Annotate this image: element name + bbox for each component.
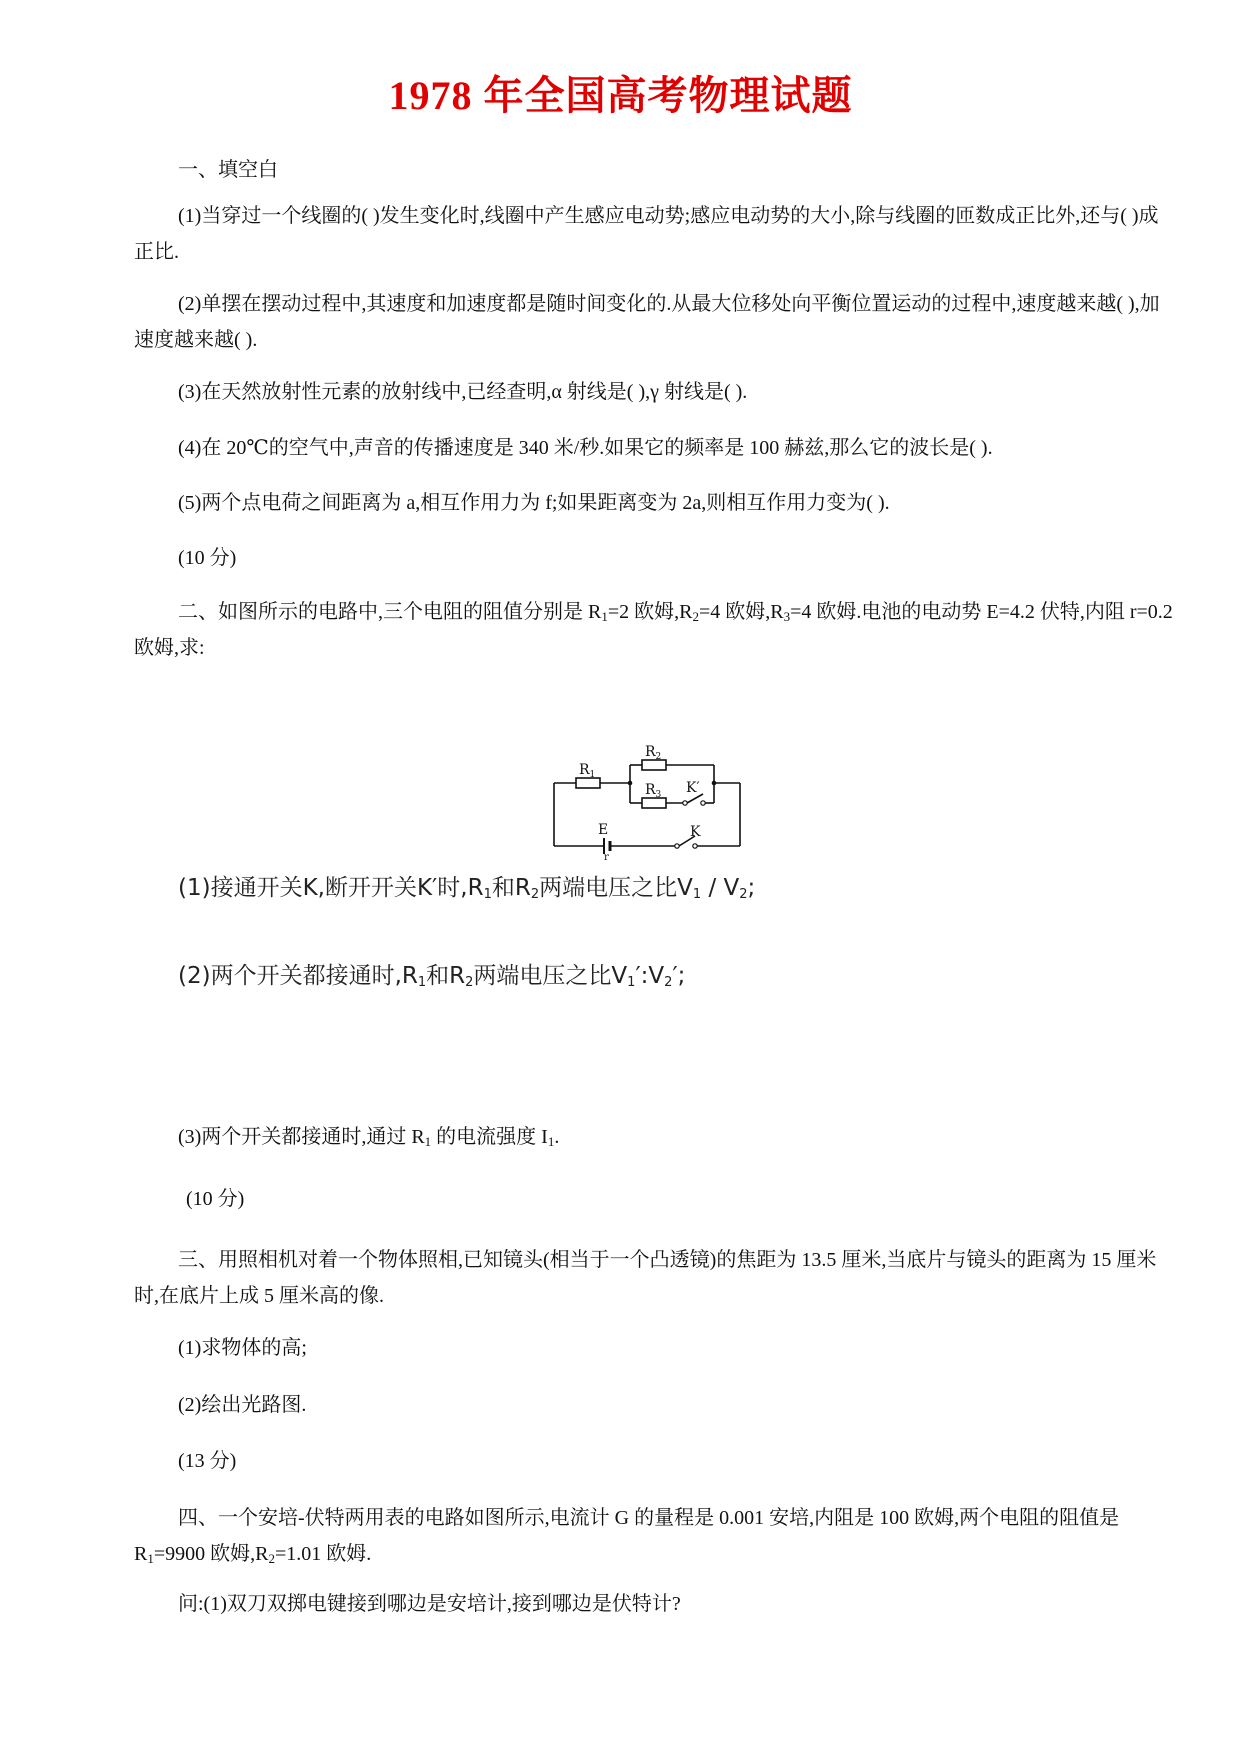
junction-right <box>712 781 717 786</box>
section2-intro <box>134 594 1174 666</box>
q3-text-a: (3)两个开关都接通时,通过 R <box>178 1126 425 1148</box>
q1-text-c: 两端电压之比V <box>539 875 693 901</box>
q2-r1-sub: 1 <box>417 975 427 990</box>
label-r2: $R_2$ <box>645 744 662 762</box>
q2-text-d: ′:V <box>635 963 665 989</box>
switch-k-contact-a <box>675 844 679 848</box>
label-r3: $R_3$ <box>645 782 662 800</box>
section4-intro <box>134 1500 1174 1572</box>
resistor-r2 <box>642 760 666 770</box>
q2-r2-sub: 2 <box>465 975 474 990</box>
q1-v2-sub: 2 <box>739 887 748 902</box>
section4-question-1: 问:(1)双刀双掷电键接到哪边是安培计,接到哪边是伏特计? <box>178 1593 681 1615</box>
section4-intro-c: =1.01 欧姆. <box>274 1543 372 1565</box>
section4-intro-b: =9900 欧姆,R <box>153 1543 269 1565</box>
switch-k-contact-b <box>693 844 697 848</box>
section1-question-4: (4)在 20℃的空气中,声音的传播速度是 340 米/秒.如果它的频率是 100 赫兹,那么它的波长是( ). <box>178 437 993 459</box>
section1-question-3: (3)在天然放射性元素的放射线中,已经查明,α 射线是( ),γ 射线是( ). <box>178 381 748 403</box>
switch-k-prime-contact-a <box>683 801 687 805</box>
section2-question-3 <box>134 1119 1174 1155</box>
section1-question-2: (2)单摆在摆动过程中,其速度和加速度都是随时间变化的.从最大位移处向平衡位置运动的过程中,速度越来越( ),加速度越来越( ). <box>134 293 1160 351</box>
r2-subscript: 2 <box>692 609 699 624</box>
q1-text-e: ; <box>747 875 756 901</box>
r3-subscript: 3 <box>783 609 791 624</box>
q3-text-b: 的电流强度 I <box>431 1126 548 1148</box>
circuit-svg <box>548 730 768 860</box>
label-r-internal: r <box>604 852 609 860</box>
q2-text-b: 和R <box>426 963 466 989</box>
section2-question-1 <box>178 870 1218 906</box>
label-r1: $R_1$ <box>579 762 596 780</box>
label-k: K <box>690 824 701 840</box>
q3-text-c: . <box>554 1126 560 1148</box>
section1-score: (10 分) <box>178 547 237 569</box>
section4-r1-sub: 1 <box>147 1551 154 1566</box>
section1-heading: 一、填空白 <box>178 159 278 181</box>
junction-left <box>628 781 633 786</box>
section3-score: (13 分) <box>178 1450 237 1472</box>
section3-intro: 三、用照相机对着一个物体照相,已知镜头(相当于一个凸透镜)的焦距为 13.5 厘米,当底片与镜头的距离为 15 厘米时,在底片上成 5 厘米高的像. <box>134 1249 1157 1307</box>
q2-text-e: ′; <box>672 963 686 989</box>
section1-question-5: (5)两个点电荷之间距离为 a,相互作用力为 f;如果距离变为 2a,则相互作用力变为( ). <box>178 492 890 514</box>
q2-v1-sub: 1 <box>627 975 636 990</box>
section2-intro-c: =4 欧姆,R <box>698 601 784 623</box>
page-title: 1978 年全国高考物理试题 <box>388 73 853 118</box>
label-e: E <box>598 822 609 838</box>
section2-intro-a: 二、如图所示的电路中,三个电阻的阻值分别是 R <box>178 601 602 623</box>
section2-intro-b: =2 欧姆,R <box>607 601 693 623</box>
section3-question-1: (1)求物体的高; <box>178 1337 307 1359</box>
q1-v1-sub: 1 <box>692 887 702 902</box>
q1-r1-sub: 1 <box>483 887 492 902</box>
r1-subscript: 1 <box>601 609 608 624</box>
section3-question-2: (2)绘出光路图. <box>178 1394 307 1416</box>
section2-question-2 <box>178 958 1218 994</box>
q1-r2-sub: 2 <box>530 887 540 902</box>
section4-intro-a: 四、一个安培-伏特两用表的电路如图所示,电流计 G 的量程是 0.001 安培,内阻是 100 欧姆,两个电阻的阻值是 R <box>134 1507 1120 1565</box>
resistor-r3 <box>642 798 666 808</box>
label-k-prime: K′ <box>686 780 700 796</box>
switch-k-prime-contact-b <box>701 801 705 805</box>
q1-text-a: (1)接通开关K,断开开关K′时,R <box>178 875 484 901</box>
q2-v2-sub: 2 <box>664 975 673 990</box>
q2-text-a: (2)两个开关都接通时,R <box>178 963 418 989</box>
q1-text-b: 和R <box>491 875 531 901</box>
section2-score: (10 分) <box>186 1188 245 1210</box>
section4-r2-sub: 2 <box>268 1551 275 1566</box>
q3-r1-sub: 1 <box>424 1134 432 1149</box>
section2-intro-d: =4 欧姆.电池的电动势 E=4.2 伏特,内阻 r=0.2 欧姆,求: <box>134 601 1173 659</box>
q1-text-d: / V <box>701 875 740 901</box>
section1-question-1: (1)当穿过一个线圈的( )发生变化时,线圈中产生感应电动势;感应电动势的大小,除与线圈的匝数成正比外,还与( )成正比. <box>134 205 1159 263</box>
q3-i1-sub: 1 <box>547 1134 555 1149</box>
resistor-r1 <box>576 778 600 788</box>
circuit-diagram <box>548 730 768 865</box>
q2-text-c: 两端电压之比V <box>473 963 628 989</box>
